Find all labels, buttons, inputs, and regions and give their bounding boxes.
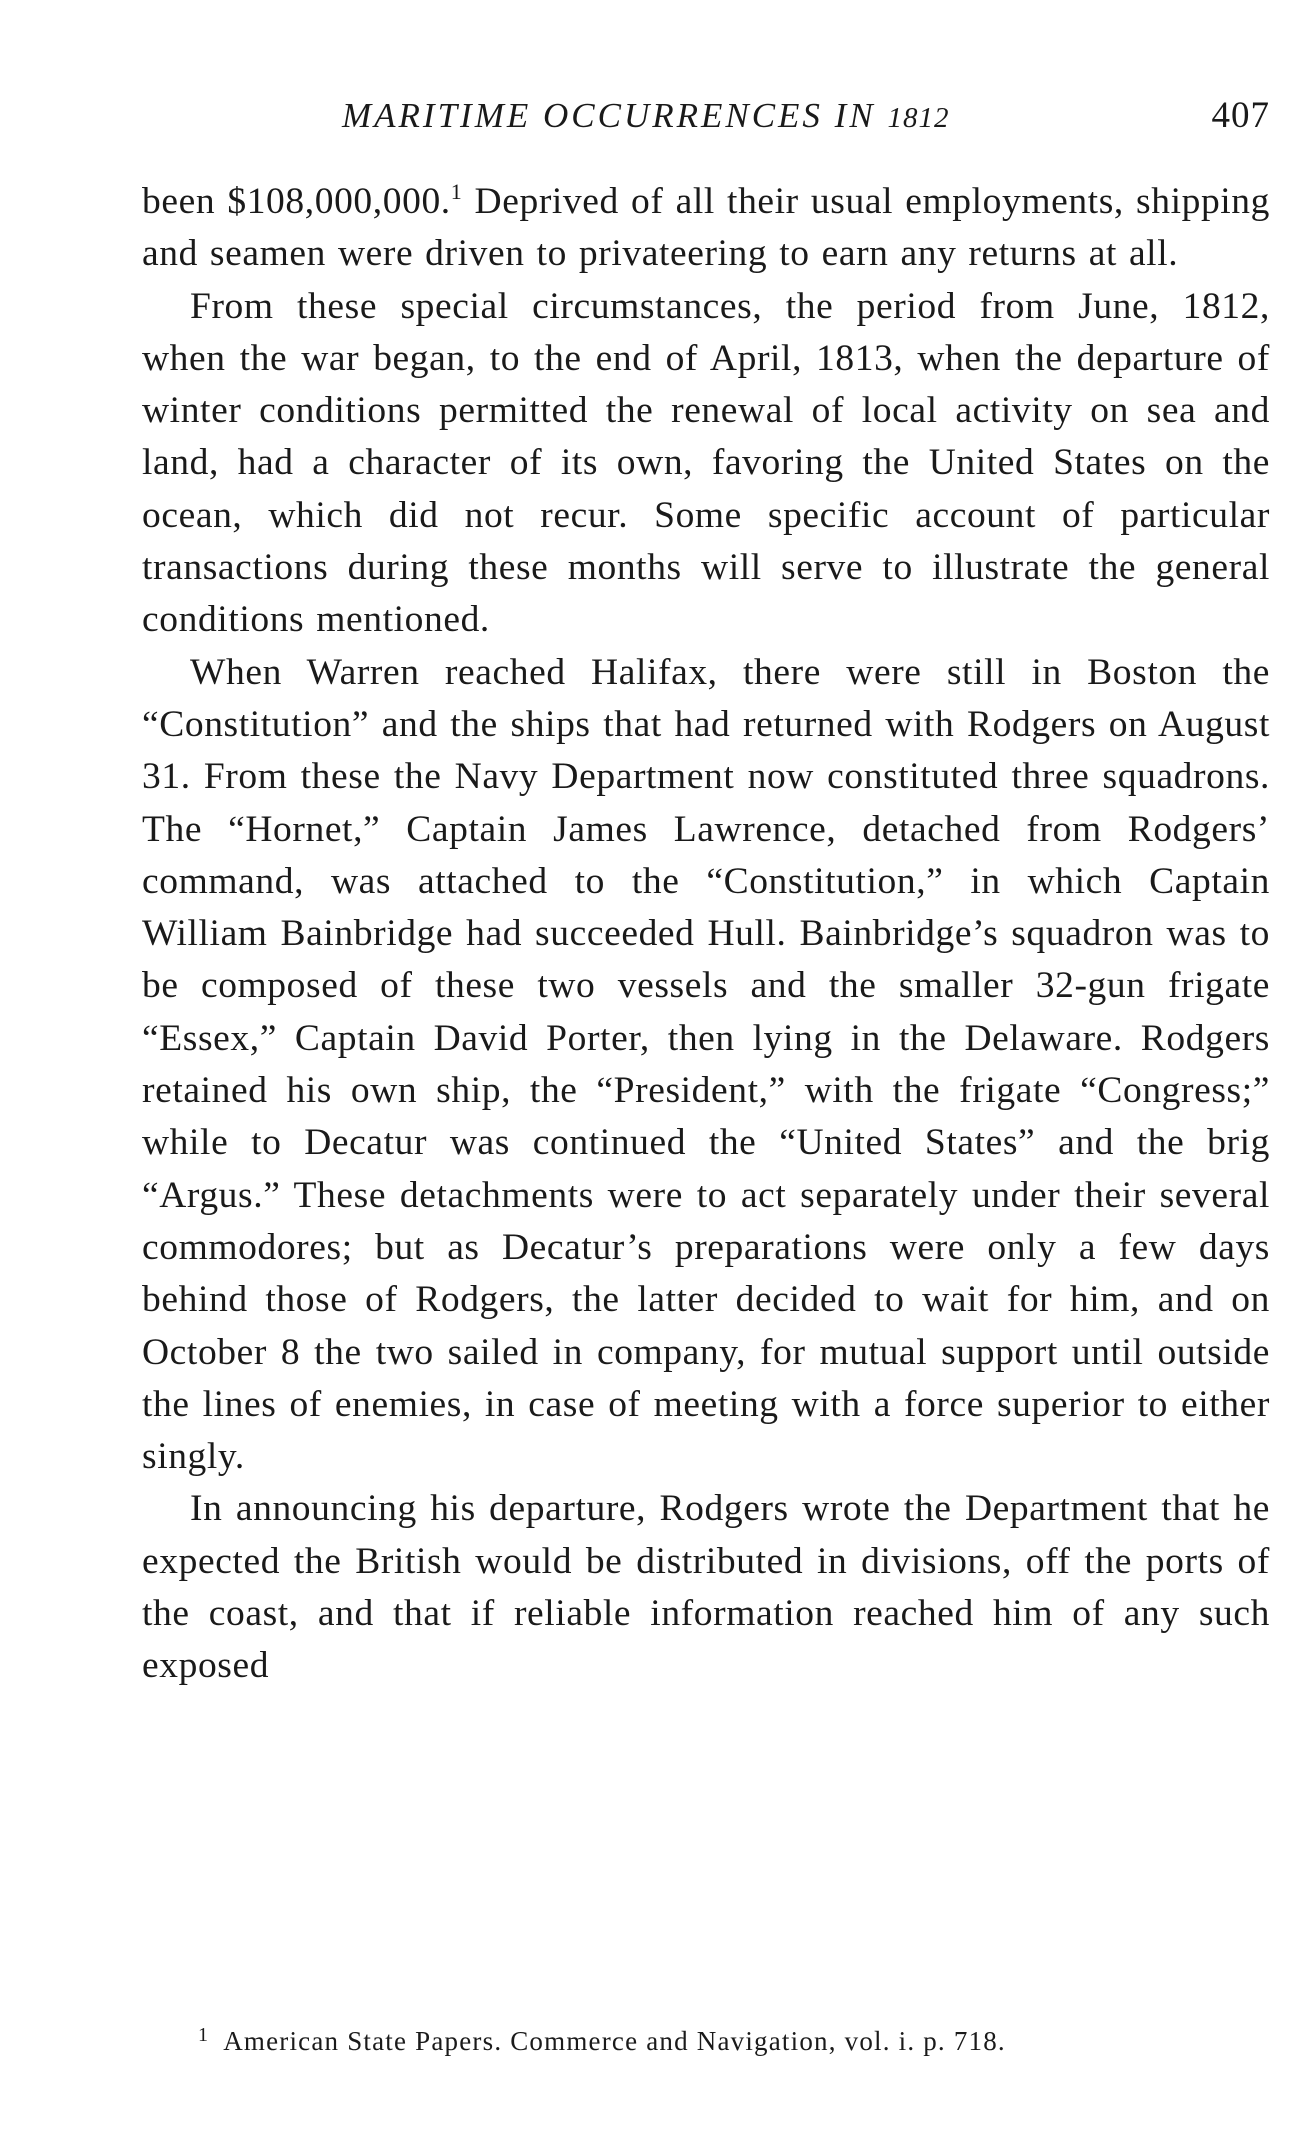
paragraph-1-lead: been $108,000,000. [142,181,451,222]
paragraph-1-rest: Deprived of all their usual employments, shipping and seamen were driven to privateering to earn any returns at all. [142,181,1271,275]
paragraph-4: In announcing his departure, Rodgers wrote the Department that he expected the British would be distributed in divisions, off the ports of the coast, and that if reliable information reached him of any such exposed [142,1488,1270,1687]
paragraph-2: From these special circumstances, the period from June, 1812, when the war began, to the end of April, 1813, when the departure of winter conditions permitted the renewal of local activity on sea and land, had a character of its own, favoring the United States on the ocean, which did not recur. Some specific account of particular transactions during these months will serve to illustrate the general conditions mentioned. [142,285,1270,641]
body-text [142,176,1270,1693]
footnote-mark: 1 [198,2024,210,2046]
footnote-text: American State Papers. Commerce and Navigation, vol. i. p. 718. [223,2026,1006,2056]
page-number: 407 [1211,95,1270,136]
running-head-title: MARITIME OCCURRENCES IN [342,96,876,135]
footnote [198,2024,1198,2057]
footnote-reference[interactable]: 1 [450,179,463,204]
running-head-year: 1812 [887,102,950,134]
running-head [342,96,949,136]
page-header [142,96,1270,150]
paragraph-3: When Warren reached Halifax, there were still in Boston the “Constitution” and the ships that had returned with Rodgers on August 31. From these the Navy Department now constituted three squadrons. The “Hornet,” Captain James Lawrence, detached from Rodgers’ command, was attached to the “Constitution,” in which Captain William Bainbridge had succeeded Hull. Bainbridge’s squadron was to be composed of these two vessels and the smaller 32-gun frigate “Essex,” Captain David Porter, then lying in the Delaware. Rodgers retained his own ship, the “President,” with the frigate “Congress;” while to Decatur was continued the “United States” and the brig “Argus.” These detachments were to act separately under their several commodores; but as Decatur’s preparations were only a few days behind those of Rodgers, the latter decided to wait for him, and on October 8 the two sailed in company, for mutual support until outside the lines of enemies, in case of meeting with a force superior to either singly. [142,651,1270,1478]
paragraph-1 [142,176,1270,281]
